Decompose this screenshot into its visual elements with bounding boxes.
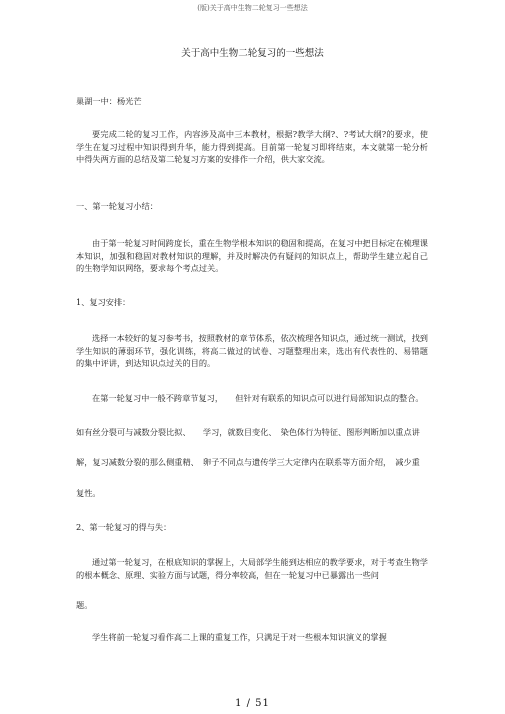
subsection-heading-2: 2、第一轮复习的得与失：	[76, 522, 172, 532]
subsection-heading-1: 1、复习安排：	[76, 297, 131, 307]
body-paragraph: 学生将前一轮复习看作高二上课的重复工作，只满足于对一些根本知识演义的掌握	[92, 632, 387, 642]
running-header: (版)关于高中生物二轮复习一些想法	[197, 4, 308, 12]
body-paragraph: 题。	[76, 600, 93, 610]
intro-paragraph: 要完成二轮的复习工作，内容涉及高中三本教材，根据?教学大纲?、?考试大纲?的要求，使学生在复习过程中知识得到升华，能力得到提高。目前第一轮复习即将结束，本文就第一轮分析中得失两方面的总结及第二轮复习方案的安排作一介绍，供大家交流。	[76, 129, 428, 164]
body-paragraph: 选择一本较好的复习参考书，按照教材的章节体系，依次梳理各知识点，通过统一测试，找到学生知识的薄弱环节，强化训练，将高二做过的试卷、习题整理出来，选出有代表性的、易错题的集中评讲，到达知识点过关的目的。	[76, 333, 428, 368]
body-paragraph: 如有丝分裂可与减数分裂比拟、 学习，就数目变化、 染色体行为特征、图形判断加以重点讲	[76, 427, 420, 437]
section-heading-1: 一、第一轮复习小结：	[76, 201, 158, 211]
body-paragraph: 解，复习减数分裂的那么侧重精、 卵子不同点与遗传学三大定律内在联系等方面介绍， 减少重	[76, 457, 420, 467]
body-paragraph: 由于第一轮复习时间跨度长，重在生物学根本知识的稳固和提高，在复习中把目标定在梳理课本知识，加强和稳固对教材知识的理解，并及时解决仍有疑问的知识点上，帮助学生建立起自己的生物学知识网络，要求每个考点过关。	[76, 238, 428, 273]
body-paragraph: 复性。	[76, 488, 101, 498]
author-line: 巢湖一中：杨光芒	[76, 96, 142, 106]
document-title: 关于高中生物二轮复习的一些想法	[181, 48, 324, 59]
body-paragraph: 在第一轮复习中一般不跨章节复习， 但针对有联系的知识点可以进行局部知识点的整合。	[92, 393, 424, 403]
page-number: 1 / 51	[235, 698, 270, 709]
body-paragraph: 通过第一轮复习，在根底知识的掌握上，大局部学生能到达相应的教学要求，对于考查生物学的根本概念、原理、实验方面与试题，得分率较高，但在一轮复习中已暴露出一些问	[76, 557, 428, 580]
